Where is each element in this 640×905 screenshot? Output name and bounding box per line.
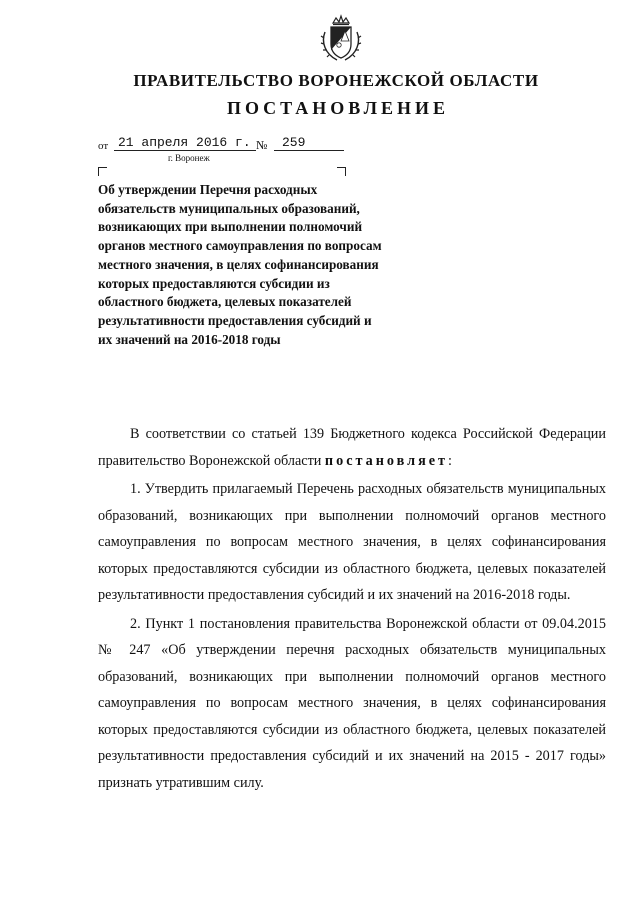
government-title: ПРАВИТЕЛЬСТВО ВОРОНЕЖСКОЙ ОБЛАСТИ bbox=[133, 71, 539, 90]
resolves-word: постановляет bbox=[324, 452, 449, 469]
document-date: 21 апреля 2016 г. bbox=[118, 135, 251, 150]
number-underline bbox=[274, 150, 344, 151]
item-2-paragraph: 2. Пункт 1 постановления правительства Воронежской области от 09.04.2015 № 247 «Об утверждении перечня расходных обязательств муниципальных образований, возникающих при выполнении полномочий органов местного самоуправления по вопросам местного значения, в целях софинансирования которых предоставляются субсидии из областного бюджета, целевых показателей результативности предоставления субсидий и их значений на 2015 - 2017 годы» признать утратившим силу. bbox=[98, 615, 606, 791]
voronezh-coat-of-arms-icon bbox=[316, 14, 366, 64]
preamble-text: В соответствии со статьей 139 Бюджетного кодекса Российской Федерации правительство Воронежской области bbox=[98, 426, 606, 469]
date-number-line bbox=[98, 134, 358, 154]
item-1-paragraph: 1. Утвердить прилагаемый Перечень расходных обязательств муниципальных образований, возникающих при выполнении полномочий органов местного самоуправления по вопросам местного значения, в целях софинансирования которых предоставляются субсидии из областного бюджета, целевых показателей результативности предоставления субсидий и их значений на 2016-2018 годы. bbox=[98, 481, 606, 603]
document-number: 259 bbox=[282, 135, 306, 150]
number-sign: № bbox=[256, 138, 268, 152]
city: г. Воронеж bbox=[168, 153, 210, 163]
document-body bbox=[98, 421, 606, 798]
date-prefix: от bbox=[98, 140, 109, 152]
date-underline bbox=[114, 150, 256, 151]
preamble-end: : bbox=[448, 452, 452, 469]
subject-corner-left bbox=[98, 167, 107, 176]
subject-corner-right bbox=[337, 167, 346, 176]
document-subject: Об утверждении Перечня расходных обязательств муниципальных образований, возникающих при выполнении полномочий органов местного самоуправления по вопросам местного значения, в целях софинансирования которых предоставляются субсидии из областного бюджета, целевых показателей результативности предоставления субсидий и их значений на 2016-2018 годы bbox=[98, 182, 382, 347]
document-type: ПОСТАНОВЛЕНИЕ bbox=[226, 98, 450, 118]
preamble-paragraph bbox=[98, 421, 606, 474]
